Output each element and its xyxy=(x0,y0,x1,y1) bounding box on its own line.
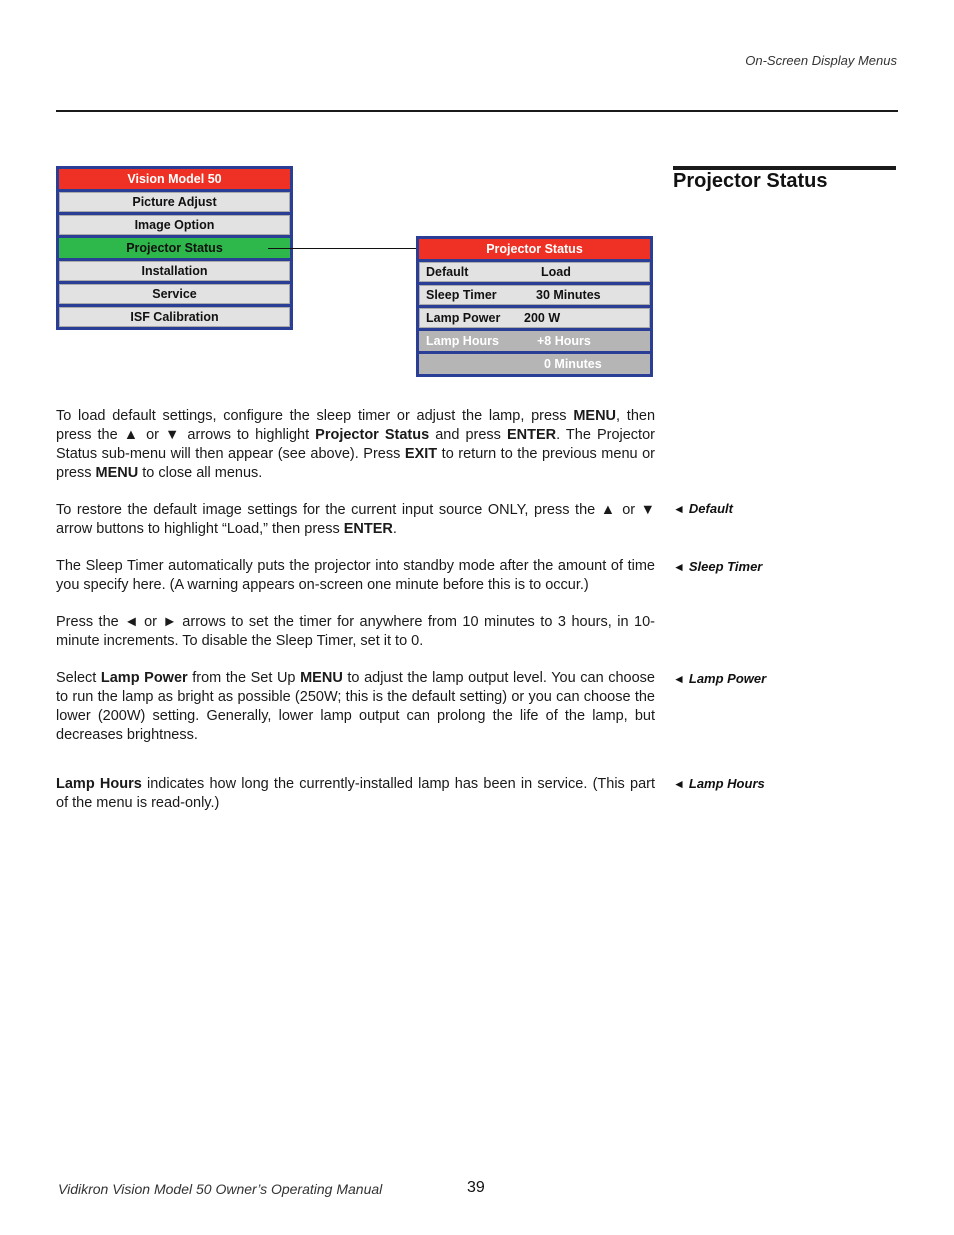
submenu-row-sleep-timer xyxy=(419,285,650,305)
margin-note-lamp-hours: ◄ Lamp Hours xyxy=(673,776,765,791)
submenu-row-default xyxy=(419,262,650,282)
menu-item-image-option: Image Option xyxy=(59,215,290,235)
left-arrow-icon: ◄ xyxy=(673,672,685,686)
submenu-label: Lamp Power xyxy=(426,311,501,325)
menu-item-installation: Installation xyxy=(59,261,290,281)
main-menu-illustration xyxy=(56,166,293,330)
submenu-row-lamp-power xyxy=(419,308,650,328)
submenu-label: Sleep Timer xyxy=(426,288,497,302)
default-paragraph: To restore the default image settings for the current input source ONLY, press the ▲ or ▼ arrow buttons to highlight “Load,” then press ENTER. xyxy=(56,502,655,537)
menu-item-picture-adjust: Picture Adjust xyxy=(59,192,290,212)
margin-note-lamp-power: ◄ Lamp Power xyxy=(673,671,767,686)
lamp-hours-paragraph: Lamp Hours indicates how long the currently-installed lamp has been in service. (This part of the menu is read-only.) xyxy=(56,776,656,811)
main-menu-title: Vision Model 50 xyxy=(59,169,290,189)
menu-item-projector-status: Projector Status xyxy=(59,238,290,258)
submenu-title: Projector Status xyxy=(419,239,650,259)
running-header: On-Screen Display Menus xyxy=(745,53,897,68)
lamp-power-paragraph: Select Lamp Power from the Set Up MENU to adjust the lamp output level. You can choose to run the lamp as bright as possible (250W; this is the default setting) or you can choose the lower (200W) setting. Generally, lower lamp output can prolong the life of the lamp, but decreases brightness. xyxy=(56,670,655,743)
left-arrow-icon: ◄ xyxy=(673,502,685,516)
menu-item-service: Service xyxy=(59,284,290,304)
margin-note-sleep-timer: ◄ Sleep Timer xyxy=(673,559,763,574)
submenu-value: +8 Hours xyxy=(537,334,591,348)
submenu-row-lamp-minutes xyxy=(419,354,650,374)
margin-note-default: ◄ Default xyxy=(673,501,733,516)
submenu-row-lamp-hours xyxy=(419,331,650,351)
sleep-timer-paragraph: The Sleep Timer automatically puts the projector into standby mode after the amount of time you specify here. (A warning appears on-screen one minute before this is to occur.) xyxy=(56,558,655,593)
submenu-label: Default xyxy=(426,265,469,279)
section-title: Projector Status xyxy=(673,170,828,192)
sleep-timer-range-paragraph: Press the ◄ or ► arrows to set the timer for anywhere from 10 minutes to 3 hours, in 10-minute increments. To disable the Sleep Timer, set it to 0. xyxy=(56,614,655,649)
submenu-value: 200 W xyxy=(524,311,561,325)
intro-paragraph: To load default settings, configure the sleep timer or adjust the lamp, press MENU, then press the ▲ or ▼ arrows to highlight Projector Status and press ENTER. The Projector Status sub-menu will then appear (see above). Press EXIT to return to the previous menu or press MENU to close all menus. xyxy=(56,408,656,481)
submenu-illustration xyxy=(416,236,653,377)
footer-manual-title: Vidikron Vision Model 50 Owner’s Operating Manual xyxy=(58,1181,383,1197)
submenu-label: Lamp Hours xyxy=(426,334,499,348)
left-arrow-icon: ◄ xyxy=(673,560,685,574)
left-arrow-icon: ◄ xyxy=(673,777,685,791)
submenu-value: 30 Minutes xyxy=(536,288,601,302)
menu-item-isf-calibration: ISF Calibration xyxy=(59,307,290,327)
submenu-value: 0 Minutes xyxy=(544,357,602,371)
page-number: 39 xyxy=(467,1179,485,1196)
submenu-value: Load xyxy=(541,265,571,279)
header-rule xyxy=(56,110,898,112)
